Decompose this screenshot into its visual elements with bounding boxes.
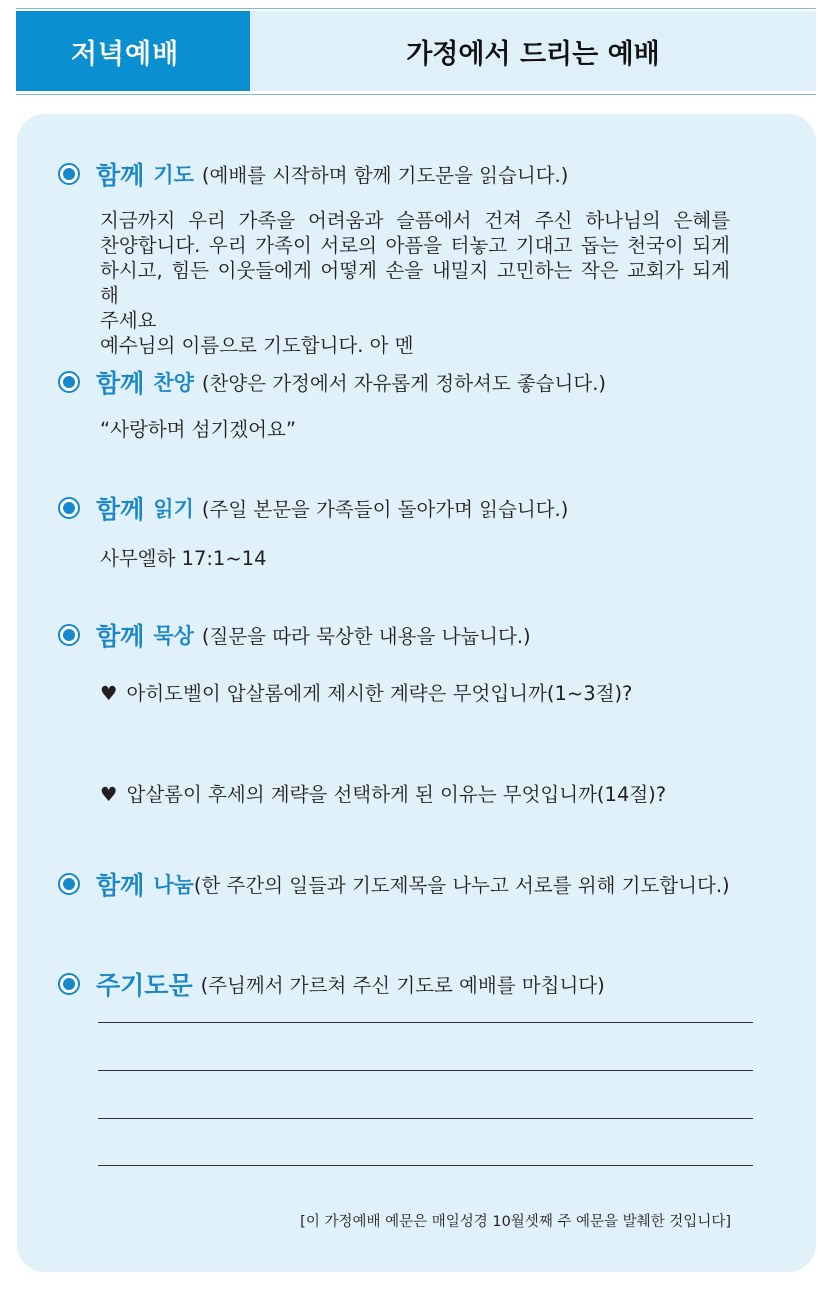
circle-bullet-icon [58,973,80,995]
meditation-question [100,779,666,807]
section-note: (한 주간의 일들과 기도제목을 나누고 서로를 위해 기도합니다.) [193,874,730,897]
scripture-passage: 사무엘하 17:1~14 [100,547,267,570]
section-subject: 나눔 [153,873,194,897]
section-note: (주님께서 가르쳐 주신 기도로 예배를 마칩니다) [200,974,605,997]
song-title: “사랑하며 섬기겠어요” [100,418,296,441]
section-note: (주일 본문을 가족들이 돌아가며 읽습니다.) [201,498,569,521]
section-subject: 기도 [153,163,194,187]
source-note: [이 가정예배 예문은 매일성경 10월셋째 주 예문을 발췌한 것입니다] [300,1214,731,1230]
section-keyword: 주기도문 [96,971,193,1000]
section-prayer-title [58,157,568,191]
circle-bullet-icon [58,497,80,519]
section-keyword: 함께 [96,161,145,190]
section-keyword: 함께 [96,622,145,651]
top-rule [16,8,816,9]
section-keyword: 함께 [96,369,145,398]
circle-bullet-icon [58,624,80,646]
section-subject: 묵상 [153,624,194,648]
section-note: (예배를 시작하며 함께 기도문을 읽습니다.) [201,164,569,187]
writing-line [98,1070,753,1071]
section-subject: 찬양 [153,371,194,395]
header-bottom-rule [16,94,816,95]
section-reading-title [58,491,568,525]
prayer-line: 지금까지 우리 가족을 어려움과 슬픔에서 건져 주신 하나님의 은혜를 [100,209,730,232]
prayer-text [100,208,730,358]
section-keyword: 함께 [96,495,145,524]
section-subject: 읽기 [153,497,194,521]
section-meditation-title [58,618,531,652]
prayer-line: 예수님의 이름으로 기도합니다. 아 멘 [100,334,414,357]
heart-icon: ♥ [100,783,118,806]
section-note: (질문을 따라 묵상한 내용을 나눕니다.) [201,625,531,648]
section-keyword: 함께 [96,871,145,900]
prayer-line: 주세요 [100,309,157,332]
writing-line [98,1118,753,1119]
writing-line [98,1165,753,1166]
circle-bullet-icon [58,163,80,185]
section-note: (찬양은 가정에서 자유롭게 정하셔도 좋습니다.) [201,372,607,395]
prayer-line: 찬양합니다. 우리 가족이 서로의 아픔을 터놓고 기대고 돕는 천국이 되게 [100,234,730,257]
question-text: 압살롬이 후세의 계략을 선택하게 된 이유는 무엇입니까(14절)? [126,783,667,806]
prayer-line: 하시고, 힘든 이웃들에게 어떻게 손을 내밀지 고민하는 작은 교회가 되게 해 [100,259,730,307]
circle-bullet-icon [58,371,80,393]
page-title: 가정에서 드리는 예배 [250,11,816,91]
section-sharing-title [58,867,730,901]
question-text: 아히도벨이 압살롬에게 제시한 계략은 무엇입니까(1~3절)? [126,682,633,705]
circle-bullet-icon [58,873,80,895]
section-praise-title [58,365,606,399]
header [16,11,816,91]
service-tag: 저녁예배 [16,11,250,91]
meditation-question [100,678,632,706]
writing-line [98,1022,753,1023]
heart-icon: ♥ [100,682,118,705]
section-lords-prayer-title [58,967,605,1001]
